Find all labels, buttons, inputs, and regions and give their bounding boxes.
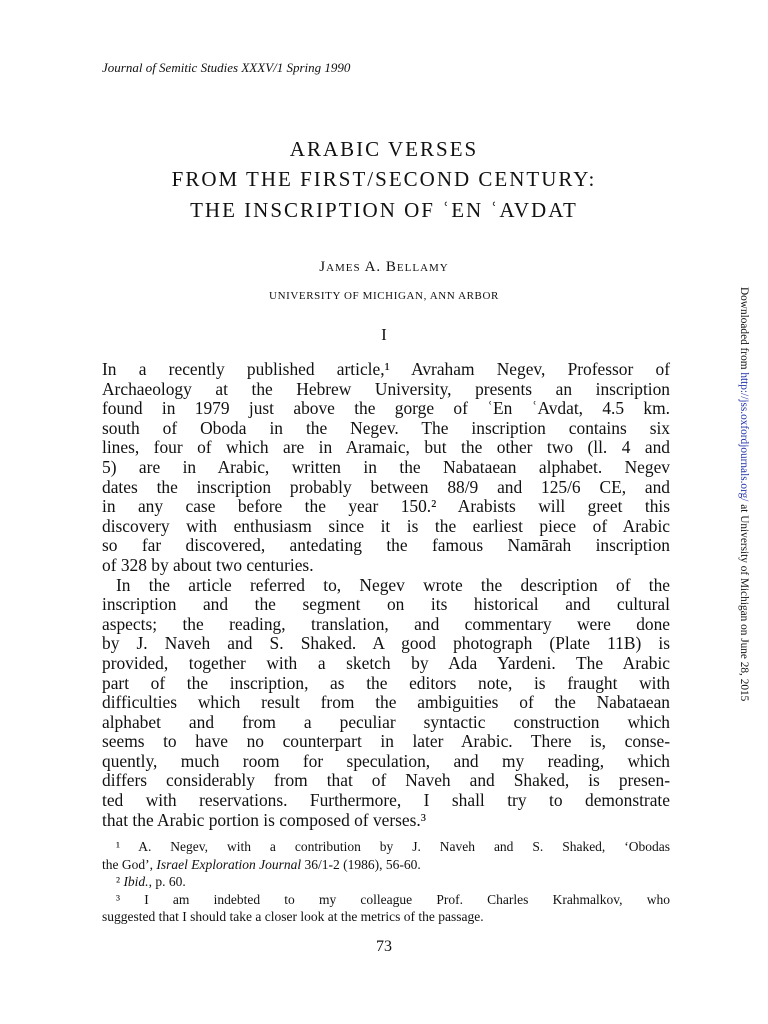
- body-line: provided, together with a sketch by Ada Yardeni. The Arabic: [102, 652, 670, 673]
- article-title-line-3: THE INSCRIPTION OF ʿEN ʿAVDAT: [190, 198, 578, 222]
- body-line: so far discovered, antedating the famous Namārah inscription: [102, 535, 670, 556]
- body-line: In a recently published article,¹ Avraham Negev, Professor of: [102, 359, 670, 379]
- footnote-3-continued: suggested that I should take a closer look at the metrics of the passage.: [102, 909, 484, 924]
- download-watermark: [735, 287, 752, 747]
- download-watermark-text: [735, 287, 752, 747]
- footnote-2: [102, 873, 670, 891]
- footnote-text: , p. 60.: [148, 874, 186, 889]
- body-line: alphabet and from a peculiar syntactic construction which: [102, 711, 670, 732]
- body-line: differs considerably from that of Naveh and Shaked, is presen-: [102, 770, 670, 791]
- body-line: dates the inscription probably between 88/9 and 125/6 CE, and: [102, 476, 670, 497]
- body-line: aspects; the reading, translation, and commentary were done: [102, 613, 670, 634]
- article-title-line-1: ARABIC VERSES: [289, 137, 479, 161]
- body-line: difficulties which result from the ambiguities of the Nabataean: [102, 692, 670, 713]
- footnote-text: the God’,: [102, 856, 157, 872]
- body-line: of 328 by about two centuries.: [102, 554, 314, 575]
- body-line: that the Arabic portion is composed of verses.³: [102, 809, 426, 830]
- footnote-text: 36/1-2 (1986), 56-60.: [301, 856, 421, 872]
- body-text: [102, 360, 670, 830]
- journal-url-link[interactable]: http://jss.oxfordjournals.org/: [738, 372, 750, 502]
- body-line: discovery with enthusiasm since it is the earliest piece of Arabic: [102, 515, 670, 536]
- body-line: part of the inscription, as the editors note, is fraught with: [102, 672, 670, 693]
- author-name: James A. Bellamy: [319, 259, 449, 275]
- watermark-suffix: at University of Michigan on June 28, 2015: [738, 501, 750, 702]
- body-line: lines, four of which are in Aramaic, but the other two (ll. 4 and: [102, 437, 670, 458]
- body-line: by J. Naveh and S. Shaked. A good photograph (Plate 11B) is: [102, 633, 670, 654]
- body-line: south of Oboda in the Negev. The inscription contains six: [102, 417, 670, 438]
- page-number: 73: [376, 938, 392, 955]
- body-line: ted with reservations. Furthermore, I shall try to demonstrate: [102, 790, 670, 811]
- footnote-number: ²: [116, 874, 124, 889]
- body-line: 5) are in Arabic, written in the Nabataean alphabet. Negev: [102, 456, 670, 477]
- watermark-prefix: Downloaded from: [738, 287, 750, 373]
- ibid-text: Ibid.: [123, 874, 149, 889]
- footnote-3: ³ I am indebted to my colleague Prof. Charles Krahmalkov, who: [116, 891, 670, 907]
- author-affiliation: UNIVERSITY OF MICHIGAN, ANN ARBOR: [269, 290, 499, 302]
- journal-header: Journal of Semitic Studies XXXV/1 Spring 1990: [102, 60, 351, 75]
- section-heading: I: [381, 325, 387, 344]
- body-line: found in 1979 just above the gorge of ʿEn ʿAvdat, 4.5 km.: [102, 398, 670, 419]
- body-line: Archaeology at the Hebrew University, presents an inscription: [102, 378, 670, 399]
- body-line: quently, much room for speculation, and my reading, which: [102, 750, 670, 771]
- footnote-1-continued: [102, 856, 670, 874]
- article-title-line-2: FROM THE FIRST/SECOND CENTURY:: [171, 167, 597, 191]
- body-line: seems to have no counterpart in later Arabic. There is, conse-: [102, 731, 670, 752]
- body-line: inscription and the segment on its historical and cultural: [102, 594, 670, 615]
- footnote-1: ¹ A. Negev, with a contribution by J. Naveh and S. Shaked, ‘Obodas: [116, 839, 670, 854]
- journal-name: Israel Exploration Journal: [156, 856, 302, 872]
- body-line: in any case before the year 150.² Arabists will greet this: [102, 496, 670, 517]
- body-line: In the article referred to, Negev wrote the description of the: [116, 574, 670, 595]
- footnotes: [102, 838, 670, 926]
